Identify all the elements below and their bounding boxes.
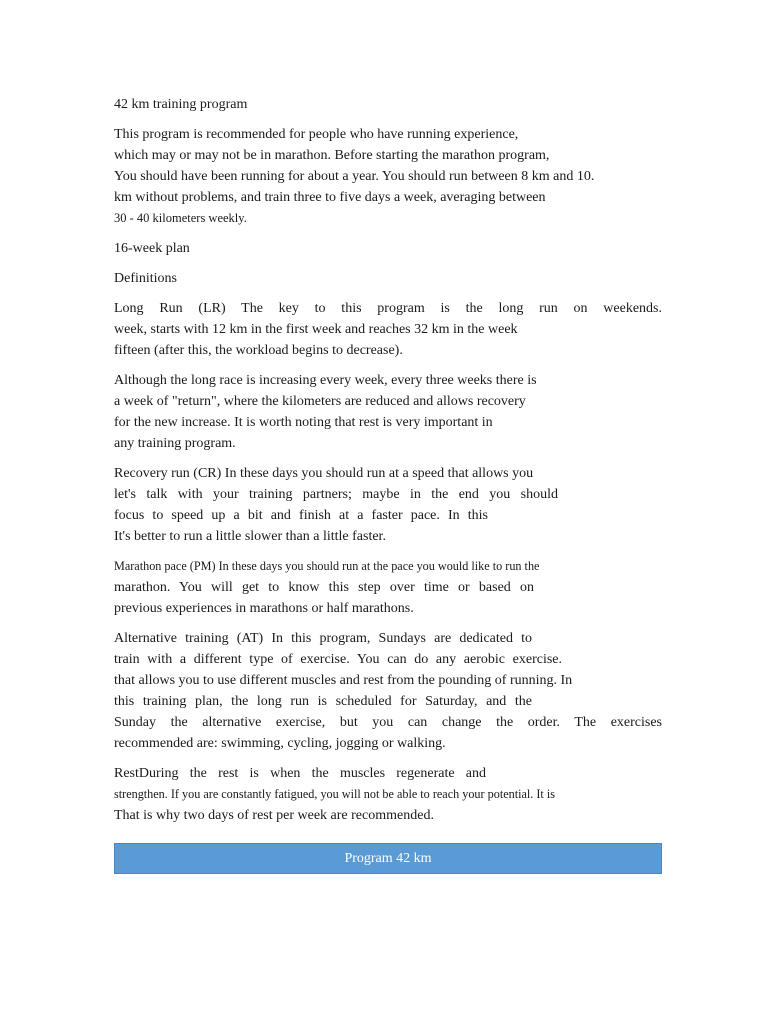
- text-line: marathon. You will get to know this step over time or based on: [114, 580, 534, 595]
- text-line: previous experiences in marathons or half marathons.: [114, 601, 414, 616]
- text-line: You should have been running for about a year. You should run between 8 km and 10.: [114, 169, 595, 184]
- plan-heading: [114, 238, 662, 259]
- title-text: 42 km training program: [114, 97, 248, 112]
- plan-heading-text: 16-week plan: [114, 241, 190, 256]
- text-line: Although the long race is increasing every week, every three weeks there is: [114, 373, 537, 388]
- text-line: for the new increase. It is worth noting that rest is very important in: [114, 415, 493, 430]
- long-race-paragraph: [114, 370, 662, 454]
- text-line: recommended are: swimming, cycling, jogging or walking.: [114, 736, 446, 751]
- text-line: train with a different type of exercise. You can do any aerobic exercise.: [114, 652, 562, 667]
- text-line: km without problems, and train three to five days a week, averaging between: [114, 190, 546, 205]
- rest-paragraph: [114, 763, 662, 826]
- definitions-heading: [114, 268, 662, 289]
- recovery-run-paragraph: [114, 463, 662, 547]
- text-line: This program is recommended for people who have running experience,: [114, 127, 519, 142]
- text-line: It's better to run a little slower than a little faster.: [114, 529, 386, 544]
- long-run-paragraph: [114, 298, 662, 361]
- text-line: Sunday the alternative exercise, but you can change the order. The exercises: [114, 715, 662, 730]
- intro-paragraph: [114, 124, 662, 229]
- text-line: strengthen. If you are constantly fatigued, you will not be able to reach your potential. It is: [114, 787, 555, 801]
- text-line: a week of "return", where the kilometers are reduced and allows recovery: [114, 394, 526, 409]
- text-line: week, starts with 12 km in the first week and reaches 32 km in the week: [114, 322, 518, 337]
- text-line: this training plan, the long run is scheduled for Saturday, and the: [114, 694, 532, 709]
- text-line: Recovery run (CR) In these days you should run at a speed that allows you: [114, 466, 534, 481]
- text-line: any training program.: [114, 436, 236, 451]
- text-line: focus to speed up a bit and finish at a faster pace. In this: [114, 508, 488, 523]
- text-line: let's talk with your training partners; maybe in the end you should: [114, 487, 558, 502]
- text-line: That is why two days of rest per week are recommended.: [114, 808, 434, 823]
- document-title: [114, 94, 662, 115]
- text-line: which may or may not be in marathon. Before starting the marathon program,: [114, 148, 550, 163]
- program-table-header: [114, 843, 662, 874]
- program-table-header-label: Program 42 km: [344, 851, 432, 866]
- alternative-training-paragraph: [114, 628, 662, 754]
- text-line: RestDuring the rest is when the muscles regenerate and: [114, 766, 486, 781]
- text-line: Alternative training (AT) In this program, Sundays are dedicated to: [114, 631, 532, 646]
- text-line: Marathon pace (PM) In these days you should run at the pace you would like to run the: [114, 559, 540, 573]
- document-page: [114, 94, 662, 835]
- text-line: that allows you to use different muscles and rest from the pounding of running. In: [114, 673, 573, 688]
- definitions-heading-text: Definitions: [114, 271, 177, 286]
- marathon-pace-paragraph: [114, 556, 662, 619]
- text-line: fifteen (after this, the workload begins to decrease).: [114, 343, 403, 358]
- text-line: 30 - 40 kilometers weekly.: [114, 211, 247, 225]
- text-line: Long Run (LR) The key to this program is the long run on weekends.: [114, 301, 662, 316]
